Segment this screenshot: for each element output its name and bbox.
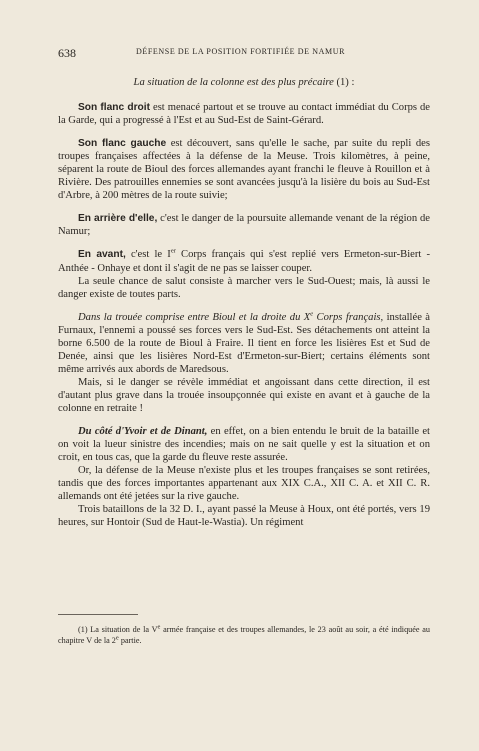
footnote: (1) La situation de la Ve armée française et des troupes allemandes, le 23 août au soir, a été indiquée au chapitre V de la 2e partie. <box>58 623 430 645</box>
paragraph-en-arriere: En arrière d'elle, c'est le danger de la poursuite allemande venant de la région de Namur; <box>58 213 430 238</box>
paragraph-flanc-droit: Son flanc droit est menacé partout et se trouve au contact immédiat du Corps de la Garde, qui a progressé à l'Est et au Sud-Est de Saint-Gérard. <box>58 102 431 127</box>
paragraph-flanc-gauche: Son flanc gauche est découvert, sans qu'elle le sache, par suite du repli des troupes françaises affectées à la défense de la Meuse. Trois kilomètres, à peine, séparent la route de Bioul des forces allemandes ayant franchi le fleuve à Rouillon et à Rivière. Des patrouilles ennemies se sont avancées jusqu'à la lisière du bois au Sud-Est d'Arbre, à 200 mètres de la route suivie; <box>58 138 430 202</box>
paragraph-defense-meuse: Or, la défense de la Meuse n'existe plus et les troupes françaises se sont retirées, tandis que des forces importantes appartenant aux XIX C.A., XII C. A. et XII C. R. allemands ont été jetées sur la rive gauche. <box>58 465 430 503</box>
running-title: DÉFENSE DE LA POSITION FORTIFIÉE DE NAMUR <box>136 47 346 56</box>
paragraph-danger: Mais, si le danger se révèle immédiat et angoissant dans cette direction, il est d'autant plus grave dans la trouée insoupçonnée qui existe en avant et à gauche de la colonne en retraite ! <box>58 376 430 414</box>
page-number: 638 <box>58 46 76 60</box>
paragraph-en-avant: En avant, c'est le Ier Corps français qui s'est replié vers Ermeton-sur-Biert - Anthée - Onhaye et dont il s'agit de ne pas se laisser couper. <box>58 247 430 274</box>
page-header <box>58 46 438 60</box>
paragraph-yvoir-dinant: Du côté d'Yvoir et de Dinant, en effet, on a bien entendu le bruit de la bataille et on voit la lueur sinistre des incendies; mais on ne sait quelle y est la situation et on croit, en tous cas, que la garde du fleuve reste assurée. <box>58 426 430 464</box>
footnote-divider <box>58 614 138 615</box>
paragraph-trouee-bioul: Dans la trouée comprise entre Bioul et la droite du Xe Corps français, installée à Furnaux, l'ennemi a poussé ses forces vers le Sud-Est. Ses détachements ont atteint la borne 6.500 de la route de Bioul à Fraire. Il tient en force les lisières Est et Sud de Denée, ainsi que les lisières Nord-Est d'Ermeton-sur-Biert; certains éléments sont même arrivés aux abords de Maredsous. <box>58 310 430 375</box>
paragraph-trois-bataillons: Trois bataillons de la 32 D. I., ayant passé la Meuse à Houx, ont été portés, vers 19 heures, sur Hontoir (Sud de Haut-le-Wastia). Un régiment <box>58 504 430 529</box>
intro-line: La situation de la colonne est des plus précaire (1) : <box>133 77 355 88</box>
body-text <box>58 76 430 529</box>
paragraph-seule-chance: La seule chance de salut consiste à marcher vers le Sud-Ouest; mais, là aussi le danger existe de toutes parts. <box>58 275 430 300</box>
